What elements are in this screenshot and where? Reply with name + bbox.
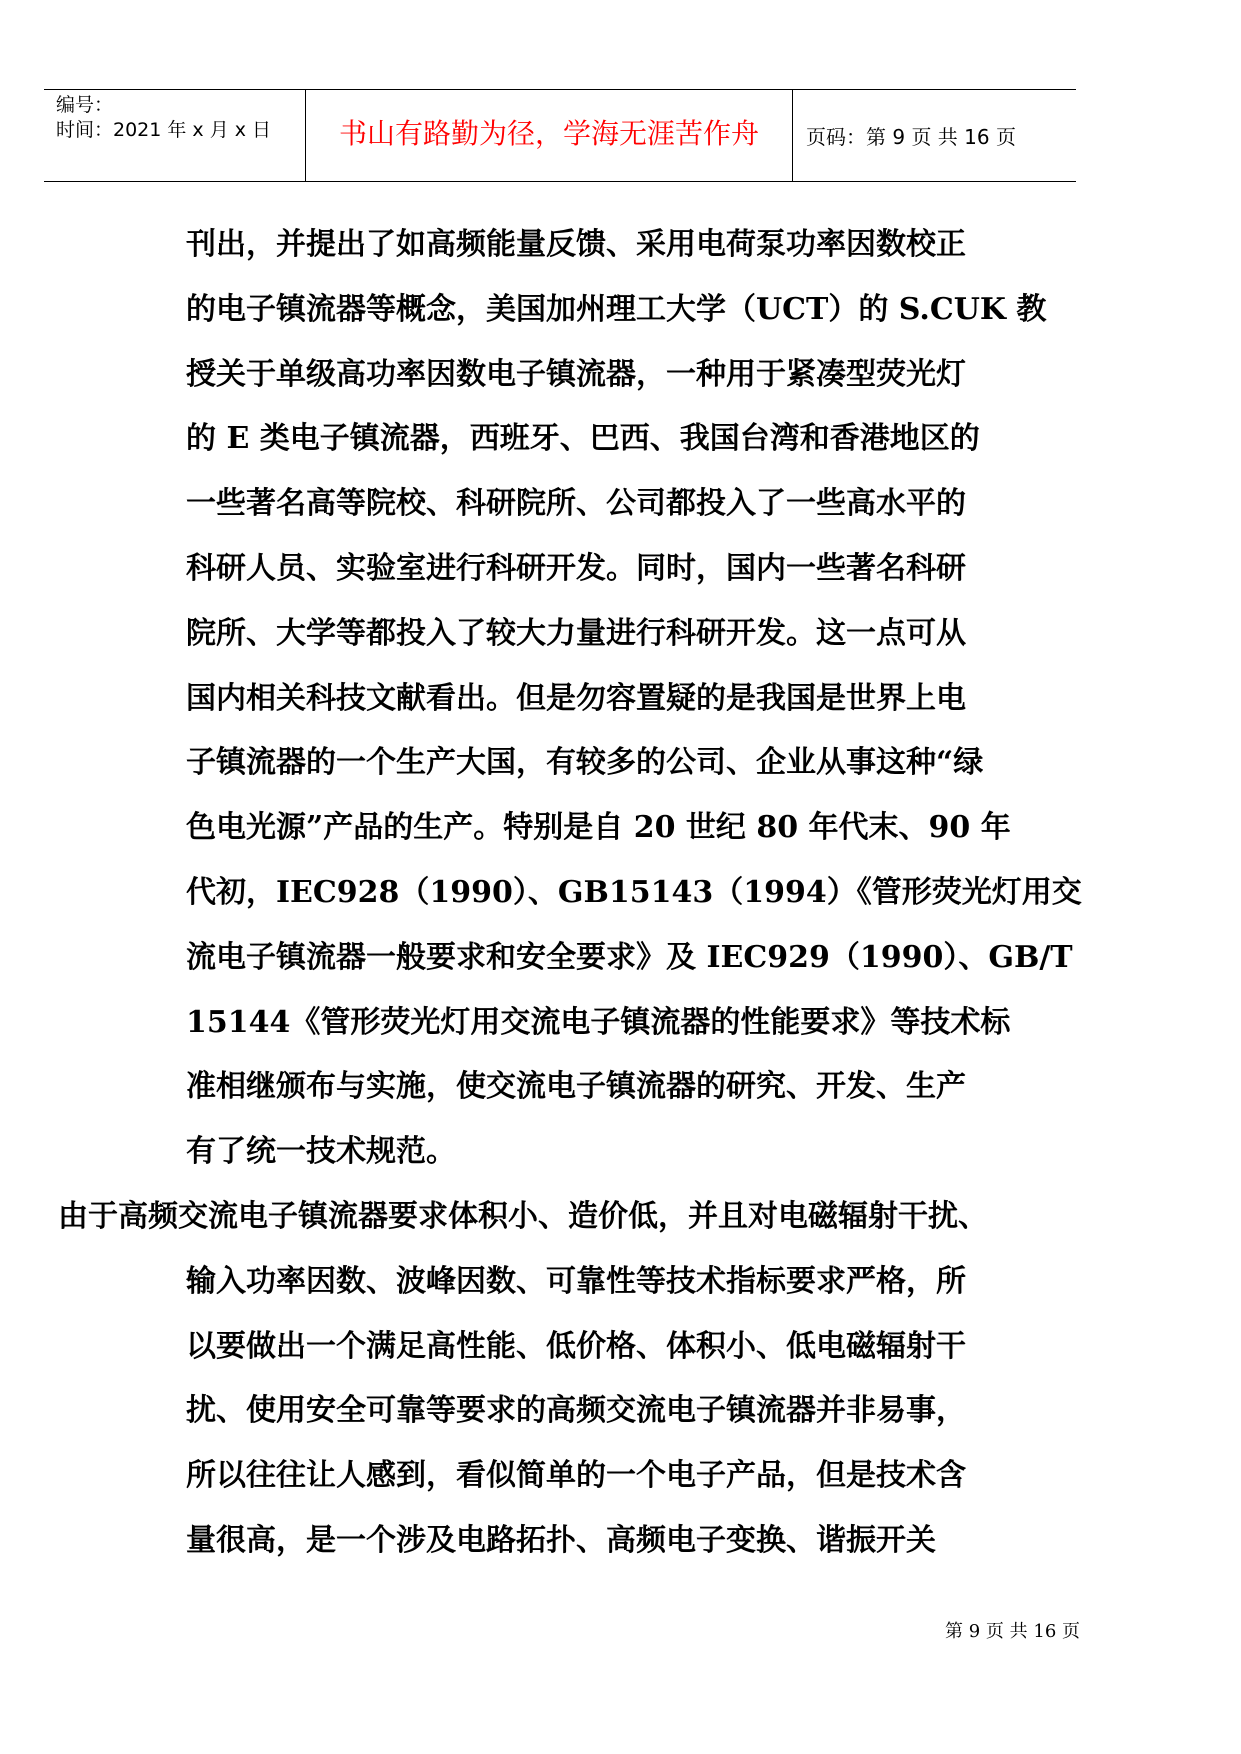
paragraph-first-line: 由于高频交流电子镇流器要求体积小、造价低，并且对电磁辐射干扰、 bbox=[58, 1198, 988, 1234]
body-line: 以要做出一个满足高性能、低价格、体积小、低电磁辐射干 bbox=[186, 1328, 966, 1364]
body-line: 的电子镇流器等概念，美国加州理工大学（UCT）的 S.CUK 教 bbox=[186, 291, 1047, 327]
body-line: 授关于单级高功率因数电子镇流器，一种用于紧凑型荧光灯 bbox=[186, 356, 966, 392]
body-line: 国内相关科技文献看出。但是勿容置疑的是我国是世界上电 bbox=[186, 680, 966, 716]
document-body bbox=[0, 213, 1241, 1574]
body-line: 刊出，并提出了如高频能量反馈、采用电荷泵功率因数校正 bbox=[186, 227, 966, 262]
body-line: 科研人员、实验室进行科研开发。同时，国内一些著名科研 bbox=[186, 550, 966, 586]
body-line: 的 E 类电子镇流器，西班牙、巴西、我国台湾和香港地区的 bbox=[186, 421, 980, 457]
header-page-code: 页码：第 9 页 共 16 页 bbox=[806, 125, 1016, 149]
body-line: 代初，IEC928（1990）、GB15143（1994）《管形荧光灯用交 bbox=[186, 874, 1082, 910]
body-line: 子镇流器的一个生产大国，有较多的公司、企业从事这种“绿 bbox=[186, 745, 984, 781]
footer-page-number: 第 9 页 共 16 页 bbox=[945, 1621, 1080, 1642]
body-line: 准相继颁布与实施，使交流电子镇流器的研究、开发、生产 bbox=[186, 1069, 966, 1105]
body-line: 一些著名高等院校、科研院所、公司都投入了一些高水平的 bbox=[186, 486, 966, 522]
document-number-label: 编号： bbox=[56, 94, 114, 116]
body-line: 流电子镇流器一般要求和安全要求》及 IEC929（1990）、GB/T bbox=[186, 939, 1073, 975]
body-line: 15144《管形荧光灯用交流电子镇流器的性能要求》等技术标 bbox=[186, 1004, 1011, 1040]
document-time-label: 时间：2021 年 x 月 x 日 bbox=[56, 119, 272, 141]
header-meta bbox=[56, 93, 271, 143]
header-divider-right bbox=[792, 89, 793, 181]
body-line: 有了统一技术规范。 bbox=[186, 1134, 456, 1170]
body-line: 院所、大学等都投入了较大力量进行科研开发。这一点可从 bbox=[186, 615, 966, 651]
header-motto: 书山有路勤为径，学海无涯苦作舟 bbox=[338, 117, 759, 150]
body-line: 输入功率因数、波峰因数、可靠性等技术指标要求严格，所 bbox=[186, 1263, 966, 1299]
body-line: 量很高，是一个涉及电路拓扑、高频电子变换、谐振开关 bbox=[186, 1522, 936, 1558]
header-bottom-rule bbox=[44, 181, 1076, 182]
header-top-rule bbox=[44, 89, 1076, 90]
body-line: 扰、使用安全可靠等要求的高频交流电子镇流器并非易事， bbox=[186, 1393, 966, 1429]
body-line: 所以往往让人感到，看似简单的一个电子产品，但是技术含 bbox=[186, 1458, 966, 1494]
body-line: 色电光源”产品的生产。特别是自 20 世纪 80 年代末、90 年 bbox=[186, 810, 1011, 846]
